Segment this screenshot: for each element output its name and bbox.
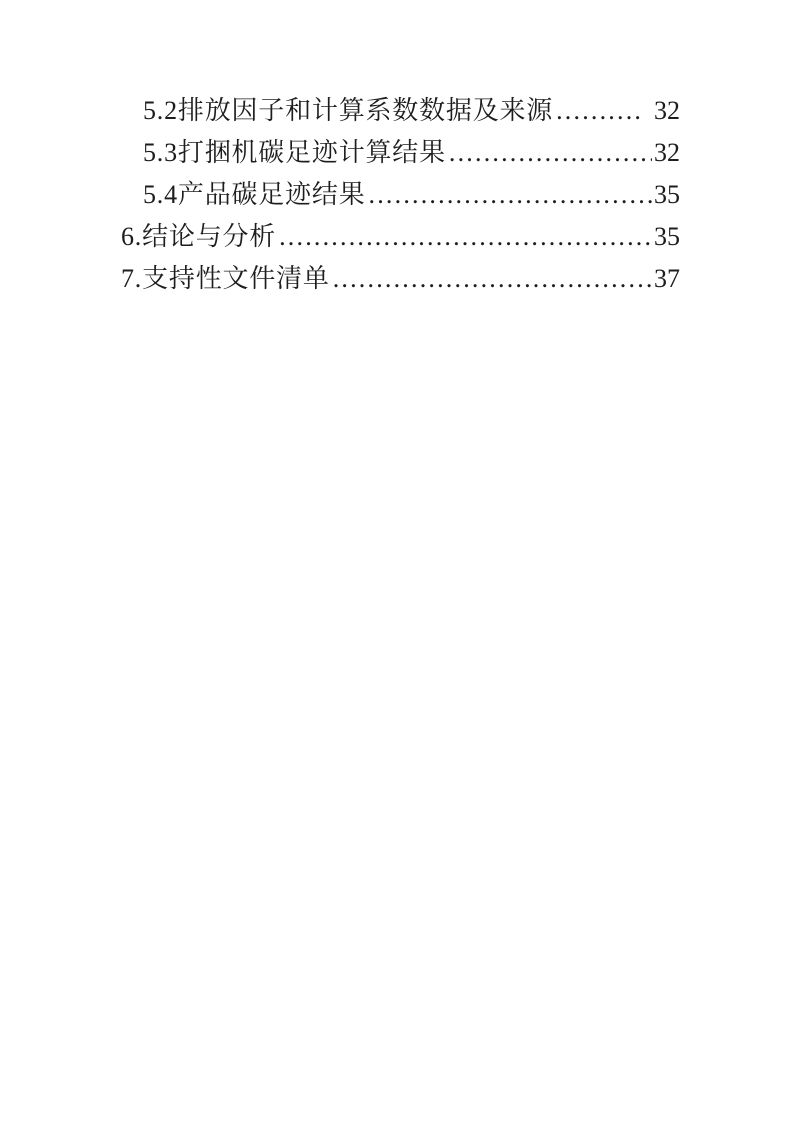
toc-entry-5-2[interactable] (121, 90, 680, 132)
toc-dot-leader (279, 216, 652, 258)
toc-entry-title[interactable]: 5.4产品碳足迹结果 (143, 180, 366, 209)
toc-page-number: 37 (654, 264, 680, 293)
toc-dot-leader (449, 132, 652, 174)
toc-entry-title[interactable]: 5.2排放因子和计算系数数据及来源 (143, 96, 554, 125)
toc-page-number: 35 (654, 222, 680, 251)
toc-entry-6[interactable] (121, 216, 680, 258)
toc-page-number: 32 (654, 138, 680, 167)
toc-dot-leader (333, 258, 652, 300)
table-of-contents (121, 90, 680, 300)
toc-entry-title[interactable]: 5.3打捆机碳足迹计算结果 (143, 138, 446, 167)
toc-entry-7[interactable] (121, 258, 680, 300)
toc-dot-leader (369, 174, 652, 216)
toc-entry-title[interactable]: 6.结论与分析 (121, 222, 277, 251)
toc-entry-5-3[interactable] (121, 132, 680, 174)
toc-entry-5-4[interactable] (121, 174, 680, 216)
toc-dot-leader (556, 90, 642, 132)
toc-page-number: 35 (654, 180, 680, 209)
toc-page-number: 32 (654, 96, 680, 125)
toc-entry-title[interactable]: 7.支持性文件清单 (121, 264, 330, 293)
